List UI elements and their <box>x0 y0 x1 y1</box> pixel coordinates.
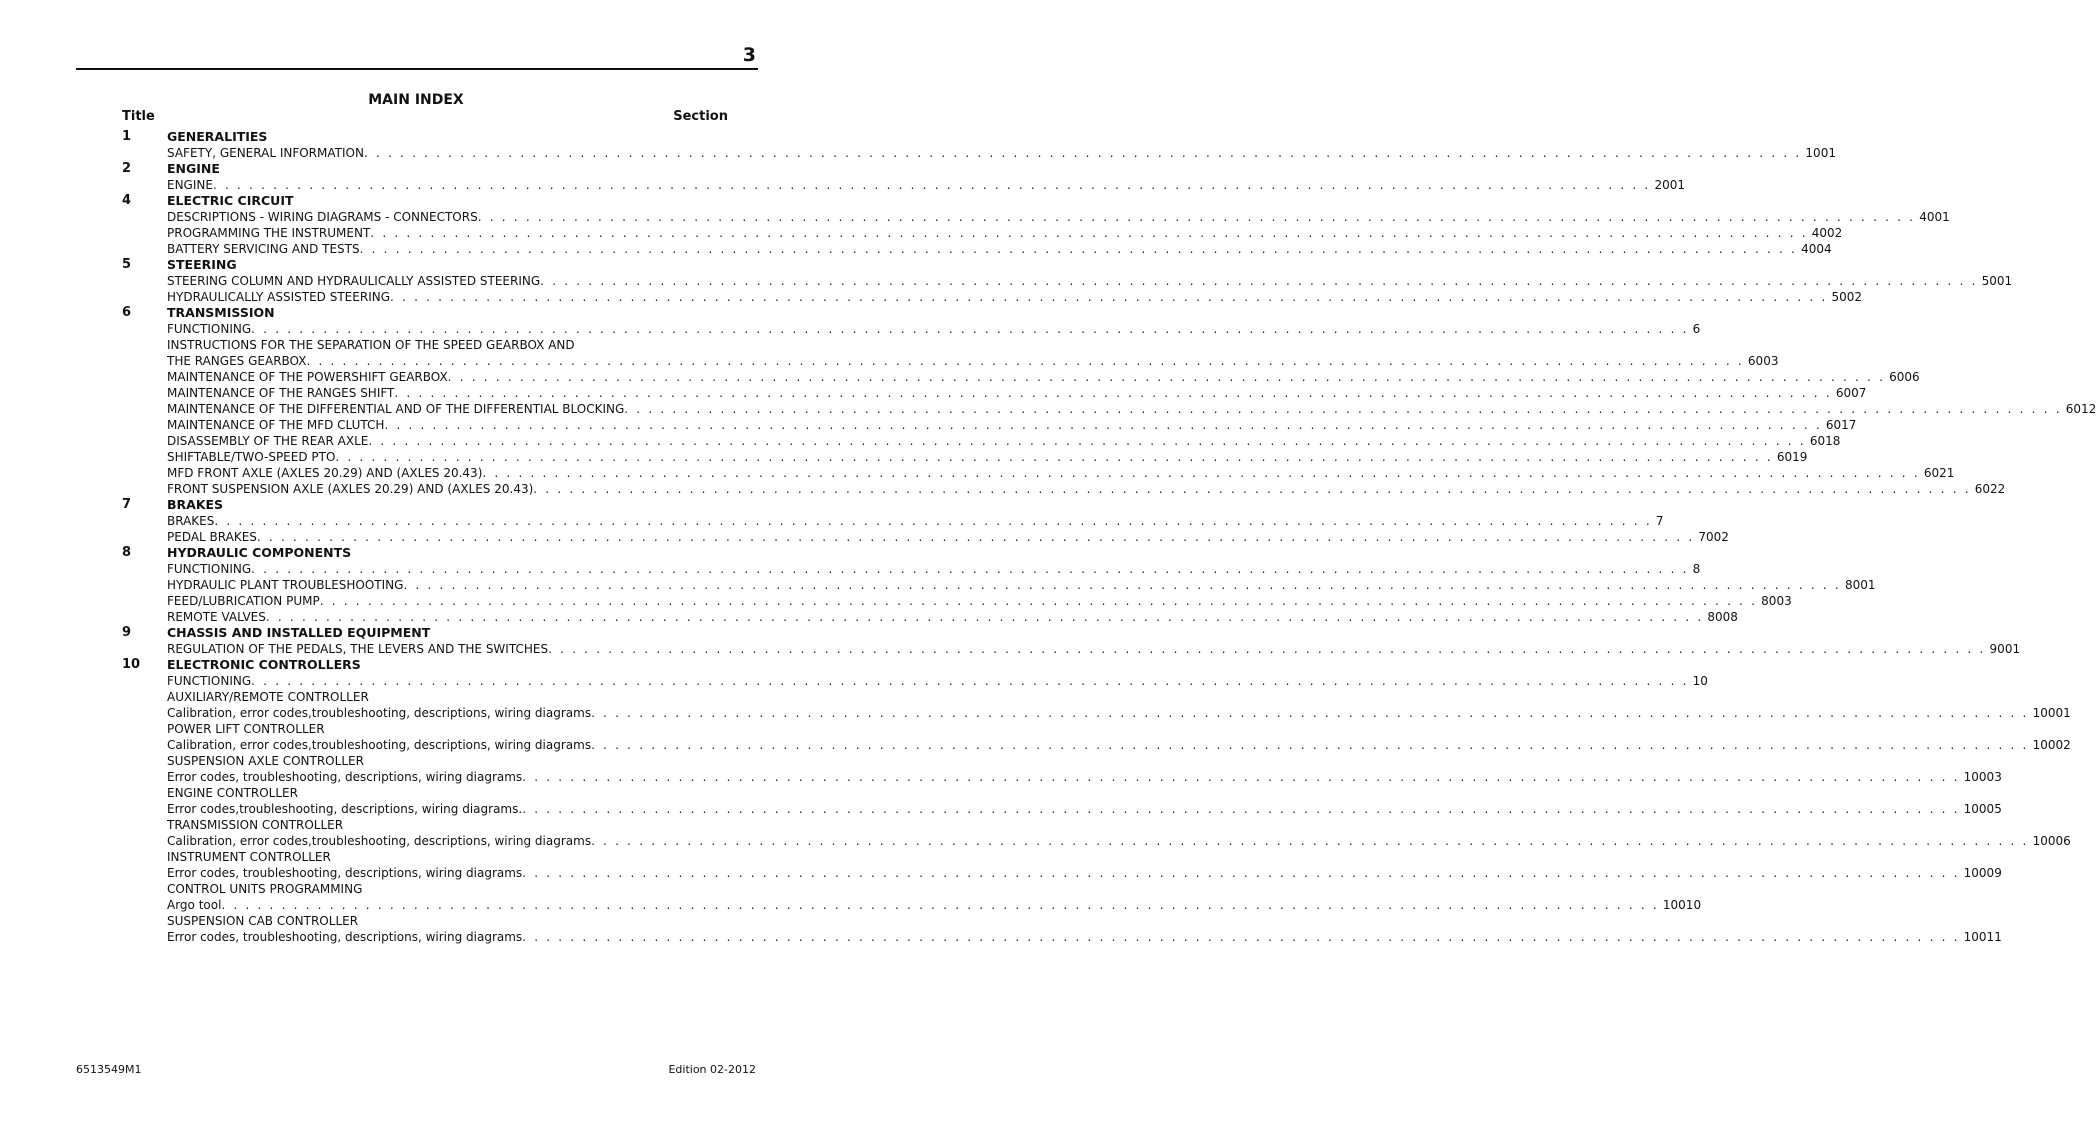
section-code: 8001 <box>1844 578 1876 592</box>
chapter-row <box>0 497 794 513</box>
entry-label: Calibration, error codes,troubleshooting, descriptions, wiring diagrams <box>167 834 592 848</box>
index-entry <box>167 321 1701 337</box>
dot-leader: . . . . . . . . . . . . . . . . . . . . . . . . . . . . . . . . . . . . . . . . . . . . . . . . . . . . . . . . . . . . . . . . . . . . . . . . . . . . . . . . . . . . . . . . . . . . . . . . . . . . . . . . . . . . . . . . . . . . . . . . <box>319 594 1758 608</box>
section-code: 6018 <box>1809 434 1841 448</box>
dot-leader: . . . . . . . . . . . . . . . . . . . . . . . . . . . . . . . . . . . . . . . . . . . . . . . . . . . . . . . . . . . . . . . . . . . . . . . . . . . . . . . . . . . . . . . . . . . . . . . . . . . . . . . . . . . . . . . . . . . . . . . . <box>591 706 2029 720</box>
index-entry <box>167 865 2002 881</box>
entry-heading-row <box>0 753 794 769</box>
index-entry <box>167 417 1857 433</box>
dot-leader: . . . . . . . . . . . . . . . . . . . . . . . . . . . . . . . . . . . . . . . . . . . . . . . . . . . . . . . . . . . . . . . . . . . . . . . . . . . . . . . . . . . . . . . . . . . . . . . . . . . . . . . . . . . . . . . . . . . . . . . . <box>447 370 1886 384</box>
index-entry-row <box>0 769 2002 785</box>
chapter-title: ELECTRONIC CONTROLLERS <box>167 657 361 672</box>
index-entry <box>167 481 2006 497</box>
entry-label: FUNCTIONING <box>167 674 252 688</box>
index-entry-row <box>0 145 1836 161</box>
index-entry-row <box>0 593 1792 609</box>
entry-heading: ENGINE CONTROLLER <box>167 786 298 800</box>
dot-leader: . . . . . . . . . . . . . . . . . . . . . . . . . . . . . . . . . . . . . . . . . . . . . . . . . . . . . . . . . . . . . . . . . . . . . . . . . . . . . . . . . . . . . . . . . . . . . . . . . . . . . . . . . . . . . . . . . . . . . . . . <box>251 562 1689 576</box>
dot-leader: . . . . . . . . . . . . . . . . . . . . . . . . . . . . . . . . . . . . . . . . . . . . . . . . . . . . . . . . . . . . . . . . . . . . . . . . . . . . . . . . . . . . . . . . . . . . . . . . . . . . . . . . . . . . . . . . . . . . . . . . <box>477 210 1916 224</box>
index-entry-row <box>0 353 1779 369</box>
chapter-number: 1 <box>122 129 132 144</box>
index-entry <box>167 465 1955 481</box>
header-rule <box>76 68 758 70</box>
dot-leader: . . . . . . . . . . . . . . . . . . . . . . . . . . . . . . . . . . . . . . . . . . . . . . . . . . . . . . . . . . . . . . . . . . . . . . . . . . . . . . . . . . . . . . . . . . . . . . . . . . . . . . . . . . . . . . . . . . . . . . . . <box>221 898 1659 912</box>
entry-heading-row <box>0 337 794 353</box>
index-entry-row <box>0 481 2006 497</box>
chapter-title: HYDRAULIC COMPONENTS <box>167 545 352 560</box>
index-entry <box>167 369 1920 385</box>
entry-label: REMOTE VALVES <box>167 610 266 624</box>
chapter-title: STEERING <box>167 257 237 272</box>
dot-leader: . . . . . . . . . . . . . . . . . . . . . . . . . . . . . . . . . . . . . . . . . . . . . . . . . . . . . . . . . . . . . . . . . . . . . . . . . . . . . . . . . . . . . . . . . . . . . . . . . . . . . . . . . . . . . . . . . . . . . . . . <box>591 738 2029 752</box>
entry-heading-row <box>0 785 794 801</box>
section-code: 5002 <box>1831 290 1863 304</box>
dot-leader: . . . . . . . . . . . . . . . . . . . . . . . . . . . . . . . . . . . . . . . . . . . . . . . . . . . . . . . . . . . . . . . . . . . . . . . . . . . . . . . . . . . . . . . . . . . . . . . . . . . . . . . . . . . . . . . . . . . . . . . . <box>548 642 1986 656</box>
index-entry <box>167 673 1708 689</box>
entry-heading: SUSPENSION AXLE CONTROLLER <box>167 754 364 768</box>
dot-leader: . . . . . . . . . . . . . . . . . . . . . . . . . . . . . . . . . . . . . . . . . . . . . . . . . . . . . . . . . . . . . . . . . . . . . . . . . . . . . . . . . . . . . . . . . . . . . . . . . . . . . . . . . . . . . . . . . . . . . . . . <box>482 466 1920 480</box>
entry-heading-row <box>0 881 794 897</box>
index-entry <box>167 833 2071 849</box>
section-code: 10011 <box>1963 930 2002 944</box>
entry-label: Error codes, troubleshooting, descriptions, wiring diagrams <box>167 770 523 784</box>
index-entry <box>167 145 1836 161</box>
entry-label: FEED/LUBRICATION PUMP <box>167 594 320 608</box>
entry-label: HYDRAULICALLY ASSISTED STEERING <box>167 290 391 304</box>
index-entry-row <box>0 449 1808 465</box>
section-code: 6017 <box>1825 418 1857 432</box>
section-code: 8008 <box>1707 610 1738 624</box>
index-entry-row <box>0 801 2002 817</box>
section-code: 10001 <box>2032 706 2071 720</box>
index-entry-row <box>0 513 1664 529</box>
entry-label: Error codes, troubleshooting, descriptions, wiring diagrams <box>167 866 523 880</box>
section-code: 6003 <box>1747 354 1779 368</box>
section-code: 4001 <box>1919 210 1950 224</box>
dot-leader: . . . . . . . . . . . . . . . . . . . . . . . . . . . . . . . . . . . . . . . . . . . . . . . . . . . . . . . . . . . . . . . . . . . . . . . . . . . . . . . . . . . . . . . . . . . . . . . . . . . . . . . . . . . . . . . . . . . . . . . . <box>522 802 1960 816</box>
index-entry <box>167 433 1841 449</box>
index-entry-row <box>0 833 2071 849</box>
entry-heading: INSTRUCTIONS FOR THE SEPARATION OF THE SPEED GEARBOX AND <box>167 338 575 352</box>
index-entry <box>167 737 2071 753</box>
index-entry-row <box>0 321 1701 337</box>
dot-leader: . . . . . . . . . . . . . . . . . . . . . . . . . . . . . . . . . . . . . . . . . . . . . . . . . . . . . . . . . . . . . . . . . . . . . . . . . . . . . . . . . . . . . . . . . . . . . . . . . . . . . . . . . . . . . . . . . . . . . . . . <box>591 834 2029 848</box>
section-code: 1001 <box>1805 146 1836 160</box>
entry-label: MAINTENANCE OF THE POWERSHIFT GEARBOX <box>167 370 448 384</box>
dot-leader: . . . . . . . . . . . . . . . . . . . . . . . . . . . . . . . . . . . . . . . . . . . . . . . . . . . . . . . . . . . . . . . . . . . . . . . . . . . . . . . . . . . . . . . . . . . . . . . . . . . . . . . . . . . . . . . . . . . . . . . . <box>533 482 1971 496</box>
entry-label: ENGINE <box>167 178 213 192</box>
section-code: 10 <box>1692 674 1708 688</box>
section-code: 10003 <box>1963 770 2002 784</box>
dot-leader: . . . . . . . . . . . . . . . . . . . . . . . . . . . . . . . . . . . . . . . . . . . . . . . . . . . . . . . . . . . . . . . . . . . . . . . . . . . . . . . . . . . . . . . . . . . . . . . . . . . . . . . . . . . . . . . . . . . . . . . . <box>384 418 1822 432</box>
entry-label: SAFETY, GENERAL INFORMATION <box>167 146 364 160</box>
index-entry-row <box>0 369 1920 385</box>
entry-heading-row <box>0 913 794 929</box>
section-code: 10002 <box>2032 738 2071 752</box>
dot-leader: . . . . . . . . . . . . . . . . . . . . . . . . . . . . . . . . . . . . . . . . . . . . . . . . . . . . . . . . . . . . . . . . . . . . . . . . . . . . . . . . . . . . . . . . . . . . . . . . . . . . . . . . . . . . . . . . . . . . . . . . <box>522 770 1960 784</box>
index-entry <box>167 897 1702 913</box>
entry-label: Error codes,troubleshooting, descriptions, wiring diagrams. <box>167 802 523 816</box>
section-code: 7 <box>1655 514 1664 528</box>
chapter-row <box>0 657 794 673</box>
index-table <box>0 129 2096 945</box>
dot-leader: . . . . . . . . . . . . . . . . . . . . . . . . . . . . . . . . . . . . . . . . . . . . . . . . . . . . . . . . . . . . . . . . . . . . . . . . . . . . . . . . . . . . . . . . . . . . . . . . . . . . . . . . . . . . . . . . . . . . . . . . <box>363 146 1802 160</box>
index-entry-row <box>0 465 1955 481</box>
entry-heading-row <box>0 849 794 865</box>
section-code: 10009 <box>1963 866 2002 880</box>
dot-leader: . . . . . . . . . . . . . . . . . . . . . . . . . . . . . . . . . . . . . . . . . . . . . . . . . . . . . . . . . . . . . . . . . . . . . . . . . . . . . . . . . . . . . . . . . . . . . . . . . . . . . . . . . . . . . . . . . . . . . . . . <box>306 354 1744 368</box>
index-entry <box>167 353 1779 369</box>
chapter-title: ELECTRIC CIRCUIT <box>167 193 294 208</box>
index-entry <box>167 609 1738 625</box>
entry-label: REGULATION OF THE PEDALS, THE LEVERS AND THE SWITCHES <box>167 642 549 656</box>
dot-leader: . . . . . . . . . . . . . . . . . . . . . . . . . . . . . . . . . . . . . . . . . . . . . . . . . . . . . . . . . . . . . . . . . . . . . . . . . . . . . . . . . . . . . . . . . . . . . . . . . . . . . . . . . . . . . . . . . . . . . . . . <box>540 274 1978 288</box>
entry-label: MAINTENANCE OF THE RANGES SHIFT <box>167 386 395 400</box>
index-entry <box>167 561 1701 577</box>
index-entry-row <box>0 241 1832 257</box>
entry-label: Calibration, error codes,troubleshooting, descriptions, wiring diagrams <box>167 738 592 752</box>
dot-leader: . . . . . . . . . . . . . . . . . . . . . . . . . . . . . . . . . . . . . . . . . . . . . . . . . . . . . . . . . . . . . . . . . . . . . . . . . . . . . . . . . . . . . . . . . . . . . . . . . . . . . . . . . . . . . . . . . . . . . . . . <box>624 402 2062 416</box>
chapter-number: 7 <box>122 497 132 512</box>
dot-leader: . . . . . . . . . . . . . . . . . . . . . . . . . . . . . . . . . . . . . . . . . . . . . . . . . . . . . . . . . . . . . . . . . . . . . . . . . . . . . . . . . . . . . . . . . . . . . . . . . . . . . . . . . . . . . . . . . . . . . . . . <box>522 866 1960 880</box>
chapter-number: 8 <box>122 545 132 560</box>
index-entry-row <box>0 177 1685 193</box>
chapter-number: 10 <box>122 657 141 672</box>
index-entry <box>167 273 2013 289</box>
entry-label: MAINTENANCE OF THE DIFFERENTIAL AND OF THE DIFFERENTIAL BLOCKING <box>167 402 625 416</box>
section-code: 6 <box>1692 322 1701 336</box>
entry-label: FRONT SUSPENSION AXLE (AXLES 20.29) AND (AXLES 20.43) <box>167 482 534 496</box>
entry-heading: POWER LIFT CONTROLLER <box>167 722 325 736</box>
chapter-title: TRANSMISSION <box>167 305 275 320</box>
section-code: 6022 <box>1974 482 2006 496</box>
entry-heading-row <box>0 817 794 833</box>
dot-leader: . . . . . . . . . . . . . . . . . . . . . . . . . . . . . . . . . . . . . . . . . . . . . . . . . . . . . . . . . . . . . . . . . . . . . . . . . . . . . . . . . . . . . . . . . . . . . . . . . . . . . . . . . . . . . . . . . . . . . . . . <box>212 178 1651 192</box>
index-entry <box>167 385 1867 401</box>
section-code: 10006 <box>2032 834 2071 848</box>
index-entry-row <box>0 433 1841 449</box>
entry-label: SHIFTABLE/TWO-SPEED PTO <box>167 450 336 464</box>
section-code: 7002 <box>1698 530 1729 544</box>
index-entry-row <box>0 865 2002 881</box>
section-code: 6021 <box>1923 466 1955 480</box>
chapter-title: BRAKES <box>167 497 224 512</box>
index-entry-row <box>0 225 1843 241</box>
index-entry <box>167 241 1832 257</box>
section-code: 6007 <box>1835 386 1867 400</box>
chapter-title: CHASSIS AND INSTALLED EQUIPMENT <box>167 625 431 640</box>
index-entry <box>167 593 1792 609</box>
index-entry <box>167 401 2096 417</box>
index-entry <box>167 769 2002 785</box>
entry-label: Calibration, error codes,troubleshooting, descriptions, wiring diagrams <box>167 706 592 720</box>
dot-leader: . . . . . . . . . . . . . . . . . . . . . . . . . . . . . . . . . . . . . . . . . . . . . . . . . . . . . . . . . . . . . . . . . . . . . . . . . . . . . . . . . . . . . . . . . . . . . . . . . . . . . . . . . . . . . . . . . . . . . . . . <box>265 610 1704 624</box>
entry-heading-row <box>0 721 794 737</box>
section-code: 2001 <box>1654 178 1685 192</box>
index-entry <box>167 225 1843 241</box>
entry-heading: CONTROL UNITS PROGRAMMING <box>167 882 363 896</box>
index-entry <box>167 641 2021 657</box>
index-entry-row <box>0 577 1876 593</box>
section-code: 10010 <box>1662 898 1702 912</box>
chapter-row <box>0 129 794 145</box>
page-number: 3 <box>742 44 756 66</box>
dot-leader: . . . . . . . . . . . . . . . . . . . . . . . . . . . . . . . . . . . . . . . . . . . . . . . . . . . . . . . . . . . . . . . . . . . . . . . . . . . . . . . . . . . . . . . . . . . . . . . . . . . . . . . . . . . . . . . . . . . . . . . . <box>370 226 1808 240</box>
chapter-number: 4 <box>122 193 132 208</box>
chapter-row <box>0 161 794 177</box>
entry-heading-row <box>0 689 794 705</box>
index-entry <box>167 177 1685 193</box>
section-code: 4004 <box>1801 242 1832 256</box>
dot-leader: . . . . . . . . . . . . . . . . . . . . . . . . . . . . . . . . . . . . . . . . . . . . . . . . . . . . . . . . . . . . . . . . . . . . . . . . . . . . . . . . . . . . . . . . . . . . . . . . . . . . . . . . . . . . . . . . . . . . . . . . <box>359 242 1798 256</box>
entry-label: HYDRAULIC PLANT TROUBLESHOOTING <box>167 578 404 592</box>
document-code: 6513549M1 <box>76 1063 142 1076</box>
dot-leader: . . . . . . . . . . . . . . . . . . . . . . . . . . . . . . . . . . . . . . . . . . . . . . . . . . . . . . . . . . . . . . . . . . . . . . . . . . . . . . . . . . . . . . . . . . . . . . . . . . . . . . . . . . . . . . . . . . . . . . . . <box>390 290 1828 304</box>
dot-leader: . . . . . . . . . . . . . . . . . . . . . . . . . . . . . . . . . . . . . . . . . . . . . . . . . . . . . . . . . . . . . . . . . . . . . . . . . . . . . . . . . . . . . . . . . . . . . . . . . . . . . . . . . . . . . . . . . . . . . . . . <box>214 514 1652 528</box>
entry-label: PEDAL BRAKES <box>167 530 257 544</box>
index-entry <box>167 529 1729 545</box>
entry-label: FUNCTIONING <box>167 562 252 576</box>
index-entry <box>167 929 2002 945</box>
index-entry-row <box>0 737 2071 753</box>
dot-leader: . . . . . . . . . . . . . . . . . . . . . . . . . . . . . . . . . . . . . . . . . . . . . . . . . . . . . . . . . . . . . . . . . . . . . . . . . . . . . . . . . . . . . . . . . . . . . . . . . . . . . . . . . . . . . . . . . . . . . . . . <box>522 930 1960 944</box>
dot-leader: . . . . . . . . . . . . . . . . . . . . . . . . . . . . . . . . . . . . . . . . . . . . . . . . . . . . . . . . . . . . . . . . . . . . . . . . . . . . . . . . . . . . . . . . . . . . . . . . . . . . . . . . . . . . . . . . . . . . . . . . <box>394 386 1832 400</box>
section-code: 6012 <box>2065 402 2096 416</box>
entry-label: Error codes, troubleshooting, descriptions, wiring diagrams <box>167 930 523 944</box>
section-code: 8003 <box>1761 594 1792 608</box>
entry-label: BATTERY SERVICING AND TESTS <box>167 242 360 256</box>
section-code: 5001 <box>1981 274 2013 288</box>
entry-heading: TRANSMISSION CONTROLLER <box>167 818 344 832</box>
column-header-section: Section <box>673 109 728 124</box>
index-entry <box>167 289 1863 305</box>
section-code: 6006 <box>1889 370 1920 384</box>
index-entry-row <box>0 641 2021 657</box>
entry-label: STEERING COLUMN AND HYDRAULICALLY ASSISTED STEERING <box>167 274 541 288</box>
chapter-number: 5 <box>122 257 132 272</box>
chapter-row <box>0 625 794 641</box>
dot-leader: . . . . . . . . . . . . . . . . . . . . . . . . . . . . . . . . . . . . . . . . . . . . . . . . . . . . . . . . . . . . . . . . . . . . . . . . . . . . . . . . . . . . . . . . . . . . . . . . . . . . . . . . . . . . . . . . . . . . . . . . <box>251 674 1689 688</box>
entry-label: MAINTENANCE OF THE MFD CLUTCH <box>167 418 385 432</box>
index-entry-row <box>0 529 1729 545</box>
chapter-number: 9 <box>122 625 132 640</box>
chapter-row <box>0 545 794 561</box>
section-code: 4002 <box>1811 226 1843 240</box>
section-code: 9001 <box>1989 642 2021 656</box>
entry-heading: INSTRUMENT CONTROLLER <box>167 850 331 864</box>
page-title: MAIN INDEX <box>368 92 464 108</box>
index-entry <box>167 577 1876 593</box>
index-entry-row <box>0 385 1867 401</box>
entry-label: THE RANGES GEARBOX <box>167 354 307 368</box>
chapter-number: 2 <box>122 161 132 176</box>
entry-label: MFD FRONT AXLE (AXLES 20.29) AND (AXLES 20.43) <box>167 466 483 480</box>
index-entry-row <box>0 289 1863 305</box>
index-entry-row <box>0 273 2013 289</box>
column-header-title: Title <box>122 109 155 124</box>
section-code: 6019 <box>1776 450 1808 464</box>
index-entry-row <box>0 209 1950 225</box>
index-entry-row <box>0 897 1702 913</box>
entry-label: DESCRIPTIONS - WIRING DIAGRAMS - CONNECTORS <box>167 210 478 224</box>
index-entry-row <box>0 673 1708 689</box>
index-entry <box>167 801 2002 817</box>
dot-leader: . . . . . . . . . . . . . . . . . . . . . . . . . . . . . . . . . . . . . . . . . . . . . . . . . . . . . . . . . . . . . . . . . . . . . . . . . . . . . . . . . . . . . . . . . . . . . . . . . . . . . . . . . . . . . . . . . . . . . . . . <box>335 450 1773 464</box>
index-entry-row <box>0 609 1738 625</box>
edition-label: Edition 02-2012 <box>668 1063 756 1076</box>
entry-label: PROGRAMMING THE INSTRUMENT <box>167 226 371 240</box>
entry-label: Argo tool <box>167 898 222 912</box>
index-entry-row <box>0 705 2071 721</box>
dot-leader: . . . . . . . . . . . . . . . . . . . . . . . . . . . . . . . . . . . . . . . . . . . . . . . . . . . . . . . . . . . . . . . . . . . . . . . . . . . . . . . . . . . . . . . . . . . . . . . . . . . . . . . . . . . . . . . . . . . . . . . . <box>403 578 1841 592</box>
index-entry-row <box>0 929 2002 945</box>
entry-label: FUNCTIONING <box>167 322 252 336</box>
index-entry <box>167 513 1664 529</box>
entry-heading: AUXILIARY/REMOTE CONTROLLER <box>167 690 369 704</box>
index-entry <box>167 209 1950 225</box>
chapter-row <box>0 193 794 209</box>
index-entry-row <box>0 561 1701 577</box>
dot-leader: . . . . . . . . . . . . . . . . . . . . . . . . . . . . . . . . . . . . . . . . . . . . . . . . . . . . . . . . . . . . . . . . . . . . . . . . . . . . . . . . . . . . . . . . . . . . . . . . . . . . . . . . . . . . . . . . . . . . . . . . <box>368 434 1806 448</box>
index-entry <box>167 705 2071 721</box>
dot-leader: . . . . . . . . . . . . . . . . . . . . . . . . . . . . . . . . . . . . . . . . . . . . . . . . . . . . . . . . . . . . . . . . . . . . . . . . . . . . . . . . . . . . . . . . . . . . . . . . . . . . . . . . . . . . . . . . . . . . . . . . <box>251 322 1689 336</box>
chapter-row <box>0 305 794 321</box>
section-code: 8 <box>1692 562 1701 576</box>
chapter-row <box>0 257 794 273</box>
index-entry-row <box>0 417 1857 433</box>
entry-label: DISASSEMBLY OF THE REAR AXLE <box>167 434 369 448</box>
chapter-title: ENGINE <box>167 161 220 176</box>
index-entry-row <box>0 401 2096 417</box>
chapter-title: GENERALITIES <box>167 129 268 144</box>
entry-label: BRAKES <box>167 514 215 528</box>
dot-leader: . . . . . . . . . . . . . . . . . . . . . . . . . . . . . . . . . . . . . . . . . . . . . . . . . . . . . . . . . . . . . . . . . . . . . . . . . . . . . . . . . . . . . . . . . . . . . . . . . . . . . . . . . . . . . . . . . . . . . . . . <box>256 530 1695 544</box>
chapter-number: 6 <box>122 305 132 320</box>
section-code: 10005 <box>1963 802 2002 816</box>
index-entry <box>167 449 1808 465</box>
entry-heading: SUSPENSION CAB CONTROLLER <box>167 914 359 928</box>
